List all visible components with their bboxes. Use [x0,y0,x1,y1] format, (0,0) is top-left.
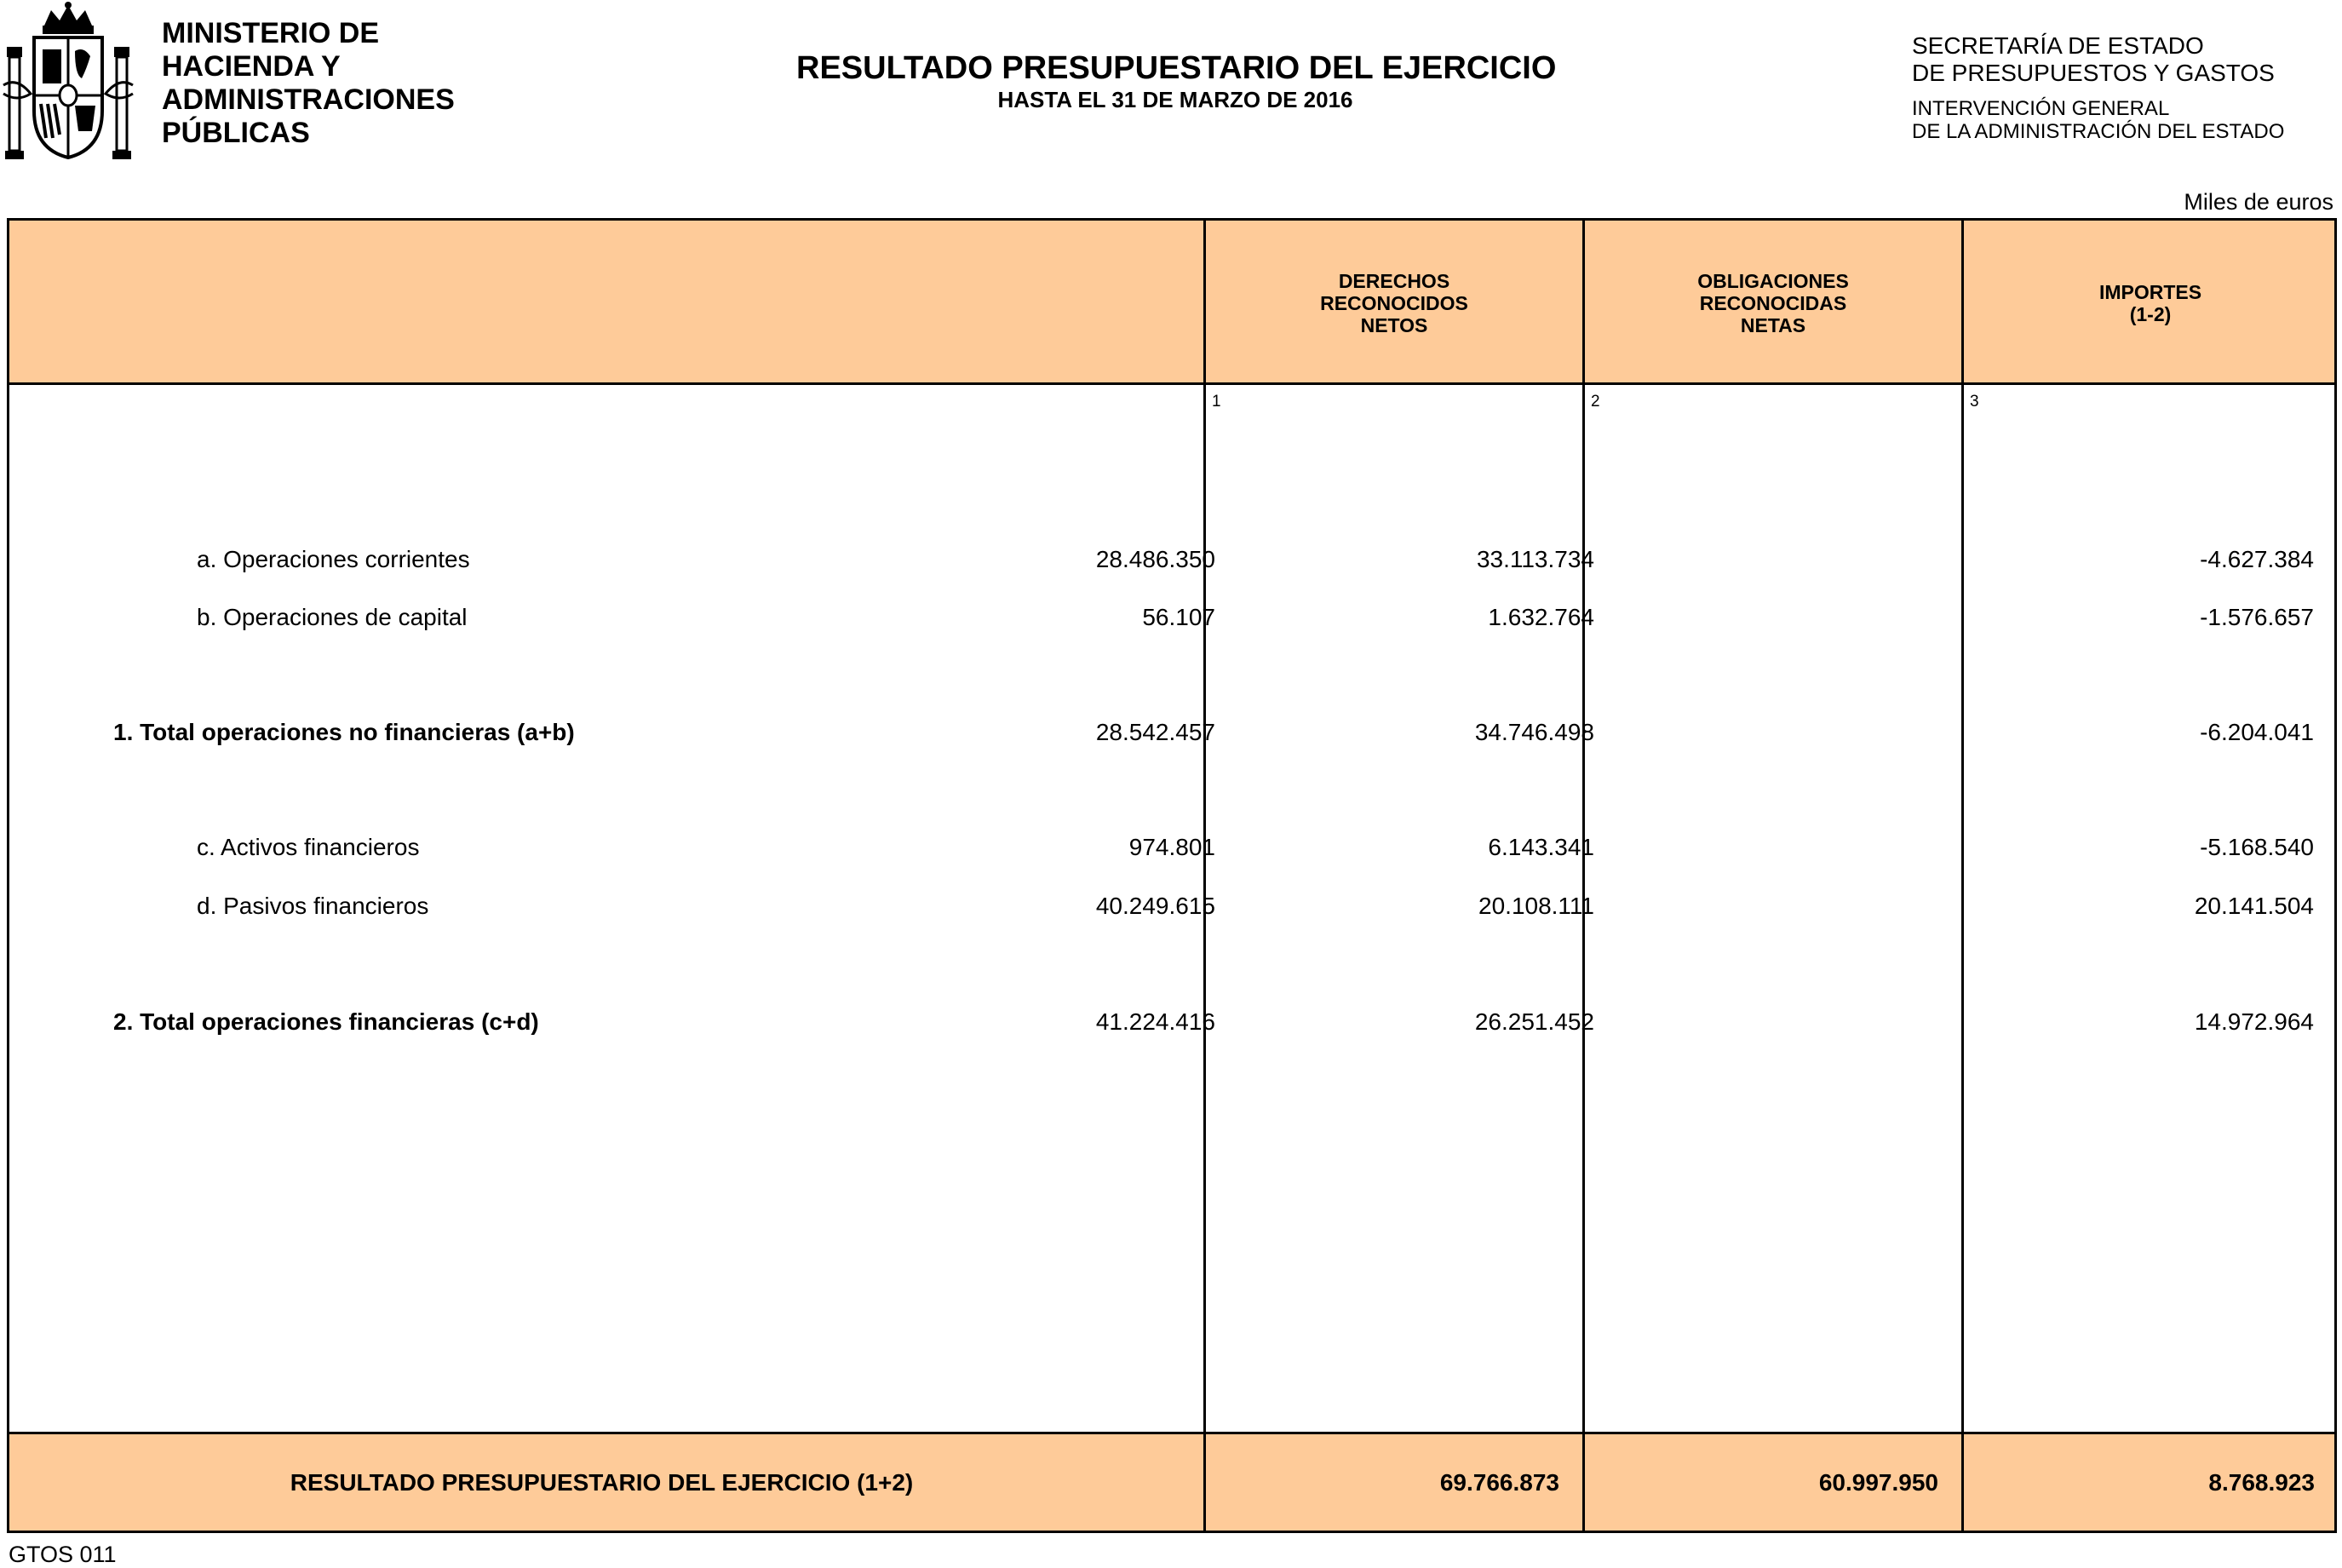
agency-line: DE PRESUPUESTOS Y GASTOS [1912,60,2275,86]
row-value: 1.632.764 [1488,604,1594,630]
ministry-line: PÚBLICAS [162,117,310,149]
row-value: -5.168.540 [2200,834,2314,860]
row-value: 20.141.504 [2194,893,2314,919]
row-value: -1.576.657 [2200,604,2314,630]
row-value: 40.249.615 [1095,893,1215,919]
row-label-subtotal: 2. Total operaciones financieras (c+d) [113,1008,539,1035]
column-header-line: RECONOCIDOS [1320,291,1468,314]
row-label: b. Operaciones de capital [197,604,468,630]
row-value: 28.486.350 [1095,546,1215,572]
report-title-block [796,49,1557,112]
column-header-line: (1-2) [2129,302,2172,325]
column-header-importes [1964,221,2337,385]
column-header-derechos [1206,221,1582,385]
agency-block [1912,32,2284,143]
column-header-line: NETOS [1360,313,1428,336]
column-number: 3 [1970,393,1979,411]
total-value: 60.997.950 [1818,1469,1938,1496]
row-label: d. Pasivos financieros [197,893,429,919]
column-divider [1582,221,1585,1531]
row-value: 20.108.111 [1478,893,1594,919]
agency-sub-line: DE LA ADMINISTRACIÓN DEL ESTADO [1912,120,2285,143]
row-value: -4.627.384 [2200,546,2314,572]
agency-sub-line: INTERVENCIÓN GENERAL [1912,97,2170,120]
ministry-line: MINISTERIO DE [162,17,380,49]
row-label-subtotal: 1. Total operaciones no financieras (a+b) [113,719,575,745]
column-header-line: DERECHOS [1338,269,1450,292]
total-value: 69.766.873 [1439,1469,1559,1496]
column-header-line: NETAS [1740,313,1806,336]
row-value: 56.107 [1142,604,1215,630]
column-header-line: IMPORTES [2098,280,2202,303]
column-header-line: OBLIGACIONES [1697,269,1849,292]
ministry-name [162,17,455,150]
report-title: RESULTADO PRESUPUESTARIO DEL EJERCICIO [796,50,1557,86]
spain-coat-of-arms-icon [0,0,136,166]
ministry-line: ADMINISTRACIONES [162,83,455,116]
row-value: 28.542.457 [1095,719,1215,745]
total-value: 8.768.923 [2208,1469,2315,1496]
budget-table [7,218,2337,1533]
report-subtitle: HASTA EL 31 DE MARZO DE 2016 [997,87,1353,112]
row-value: 14.972.964 [2194,1008,2314,1035]
total-row-label: RESULTADO PRESUPUESTARIO DEL EJERCICIO (1+2) [290,1469,914,1496]
row-value: 26.251.452 [1474,1008,1594,1035]
column-divider [1203,221,1206,1531]
row-value: 6.143.341 [1488,834,1594,860]
agency-line: SECRETARÍA DE ESTADO [1912,32,2204,59]
row-label: c. Activos financieros [197,834,420,860]
row-label: a. Operaciones corrientes [197,546,470,572]
units-label: Miles de euros [2184,189,2333,215]
column-divider [1961,221,1964,1531]
column-header-line: RECONOCIDAS [1699,291,1847,314]
row-value: 33.113.734 [1476,546,1594,572]
row-value: 41.224.416 [1095,1008,1215,1035]
column-number: 1 [1212,393,1221,411]
column-header-obligaciones [1585,221,1961,385]
form-code: GTOS 011 [9,1542,117,1567]
row-value: 974.801 [1128,834,1215,860]
column-number: 2 [1591,393,1600,411]
row-value: -6.204.041 [2200,719,2314,745]
ministry-line: HACIENDA Y [162,50,341,83]
row-value: 34.746.498 [1474,719,1594,745]
